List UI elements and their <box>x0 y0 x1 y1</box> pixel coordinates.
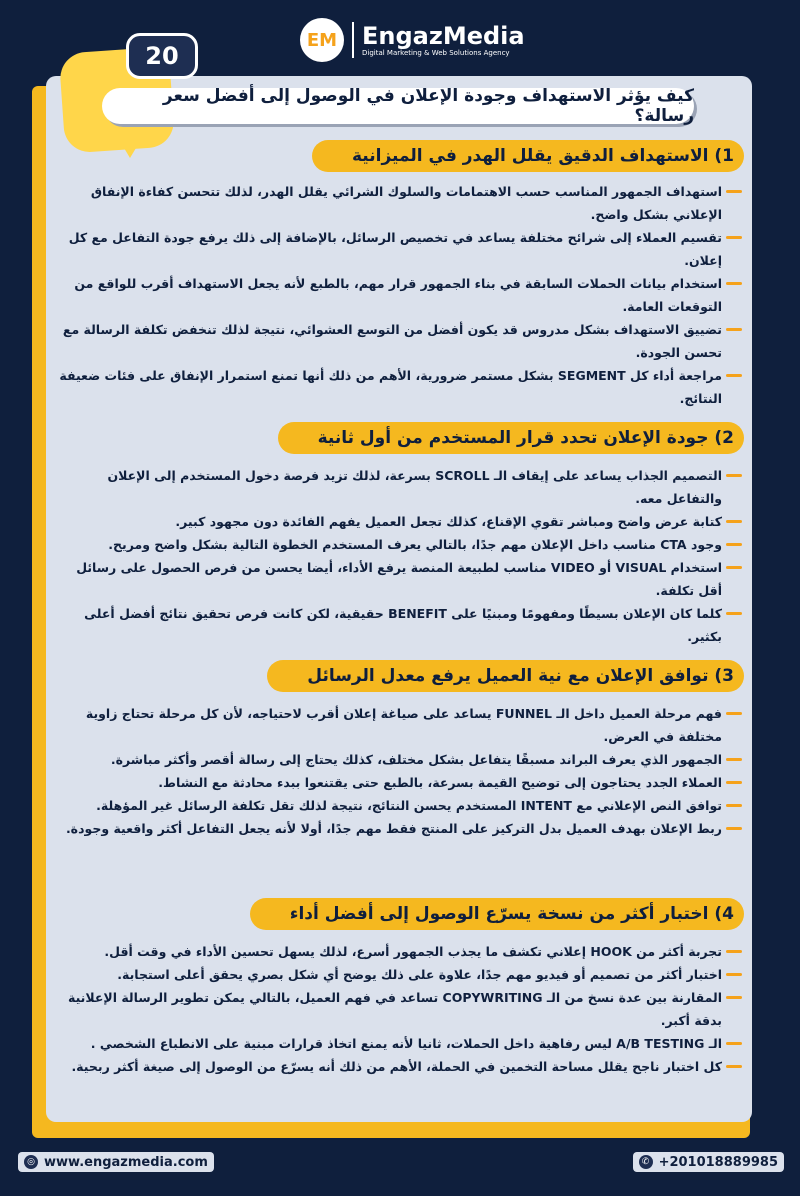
brand-header <box>300 14 530 66</box>
section-heading <box>278 422 744 454</box>
phone-link[interactable] <box>633 1152 784 1172</box>
list-item: المقارنة بين عدة نسخ من الـ COPYWRITING تساعد في فهم العميل، بالتالي يمكن تطوير الرسالة الإعلانية بدقة أكبر. <box>54 986 744 1032</box>
list-item: التصميم الجذاب يساعد على إيقاف الـ SCROLL بسرعة، لذلك تزيد فرصة دخول المستخدم إلى الإعلان والتفاعل معه. <box>54 464 744 510</box>
list-item: وجود CTA مناسب داخل الإعلان مهم جدًا، بالتالي يعرف المستخدم الخطوة التالية بشكل واضح ومريح. <box>54 533 744 556</box>
phone-icon: ✆ <box>639 1155 653 1169</box>
list-item: فهم مرحلة العميل داخل الـ FUNNEL يساعد على صياغة إعلان أقرب لاحتياجه، لأن كل مرحلة تحتاج زاوية مختلفة في العرض. <box>54 702 744 748</box>
list-item: الـ A/B TESTING ليس رفاهية داخل الحملات، ثانيا لأنه يمنع اتخاذ قرارات مبنية على الانطباع الشخصي . <box>54 1032 744 1055</box>
list-item: تقسيم العملاء إلى شرائح مختلفة يساعد في تخصيص الرسائل، بالإضافة إلى ذلك يرفع جودة التفاعل مع كل إعلان. <box>54 226 744 272</box>
brand-name: EngazMedia <box>362 22 525 50</box>
title-bar <box>102 88 694 124</box>
section-2 <box>54 422 744 657</box>
section-heading-text: 4) اختبار أكثر من نسخة يسرّع الوصول إلى أفضل أداء <box>289 904 734 924</box>
brand-tagline: Digital Marketing & Web Solutions Agency <box>362 49 510 57</box>
section-4 <box>54 898 744 1118</box>
section-3 <box>54 660 744 895</box>
list-item: كل اختبار ناجح يقلل مساحة التخمين في الحملة، الأهم من ذلك أنه يسرّع من الوصول إلى صيغة أكثر ربحية. <box>54 1055 744 1078</box>
phone-text: +201018889985 <box>658 1154 778 1170</box>
brand-text <box>362 23 525 57</box>
list-item: استهداف الجمهور المناسب حسب الاهتمامات والسلوك الشرائي يقلل الهدر، لذلك تتحسن كفاءة الإنفاق الإعلاني بشكل واضح. <box>54 180 744 226</box>
section-heading <box>312 140 744 172</box>
list-item: اختبار أكثر من تصميم أو فيديو مهم جدًا، علاوة على ذلك يوضح أي شكل بصري يحقق أعلى استجابة. <box>54 963 744 986</box>
list-item: مراجعة أداء كل SEGMENT بشكل مستمر ضرورية، الأهم من ذلك أنها تمنع استمرار الإنفاق على فئات ضعيفة النتائج. <box>54 364 744 410</box>
list-item: كلما كان الإعلان بسيطًا ومفهومًا ومبنيًا على BENEFIT حقيقية، لكن كانت فرص تحقيق نتائج أفضل أعلى بكثير. <box>54 602 744 648</box>
list-item: توافق النص الإعلاني مع INTENT المستخدم يحسن النتائج، نتيجة لذلك تقل تكلفة الرسائل غير المؤهلة. <box>54 794 744 817</box>
list-item: استخدام VISUAL أو VIDEO مناسب لطبيعة المنصة يرفع الأداء، أيضا يحسن من فرص الحصول على رسائل أقل تكلفة. <box>54 556 744 602</box>
brand-logo: EM <box>300 18 344 62</box>
list-item: الجمهور الذي يعرف البراند مسبقًا يتفاعل بشكل مختلف، كذلك يحتاج إلى رسالة أقصر وأكثر مباشرة. <box>54 748 744 771</box>
website-link[interactable] <box>18 1152 214 1172</box>
website-text: www.engazmedia.com <box>44 1154 208 1170</box>
section-items <box>54 702 744 840</box>
post-number-badge: 20 <box>126 33 198 79</box>
section-heading-text: 1) الاستهداف الدقيق يقلل الهدر في الميزانية <box>352 146 734 166</box>
section-items <box>54 180 744 410</box>
list-item: ربط الإعلان بهدف العميل بدل التركيز على المنتج فقط مهم جدًا، أولا لأنه يجعل التفاعل أكثر واقعية وجودة. <box>54 817 744 840</box>
section-heading-text: 2) جودة الإعلان تحدد قرار المستخدم من أول ثانية <box>317 428 734 448</box>
brand-divider <box>352 22 354 58</box>
section-items <box>54 940 744 1078</box>
list-item: كتابة عرض واضح ومباشر تقوي الإقناع، كذلك تجعل العميل يفهم الفائدة دون مجهود كبير. <box>54 510 744 533</box>
list-item: استخدام بيانات الحملات السابقة في بناء الجمهور قرار مهم، بالطبع لأنه يجعل الاستهداف أقرب للواقع من التوقعات العامة. <box>54 272 744 318</box>
list-item: العملاء الجدد يحتاجون إلى توضيح القيمة بسرعة، بالطبع حتى يقتنعوا ببدء محادثة مع النشاط. <box>54 771 744 794</box>
list-item: تضييق الاستهداف بشكل مدروس قد يكون أفضل من التوسع العشوائي، نتيجة لذلك تنخفض تكلفة الرسالة مع تحسن الجودة. <box>54 318 744 364</box>
section-heading <box>250 898 744 930</box>
globe-icon: ◎ <box>24 1155 38 1169</box>
section-heading-text: 3) توافق الإعلان مع نية العميل يرفع معدل الرسائل <box>307 666 734 686</box>
section-1 <box>54 140 744 430</box>
page-title: كيف يؤثر الاستهداف وجودة الإعلان في الوصول إلى أفضل سعر رسالة؟ <box>162 86 694 126</box>
list-item: تجربة أكثر من HOOK إعلاني تكشف ما يجذب الجمهور أسرع، لذلك يسهل تحسين الأداء في وقت أقل. <box>54 940 744 963</box>
section-items <box>54 464 744 648</box>
section-heading <box>267 660 744 692</box>
